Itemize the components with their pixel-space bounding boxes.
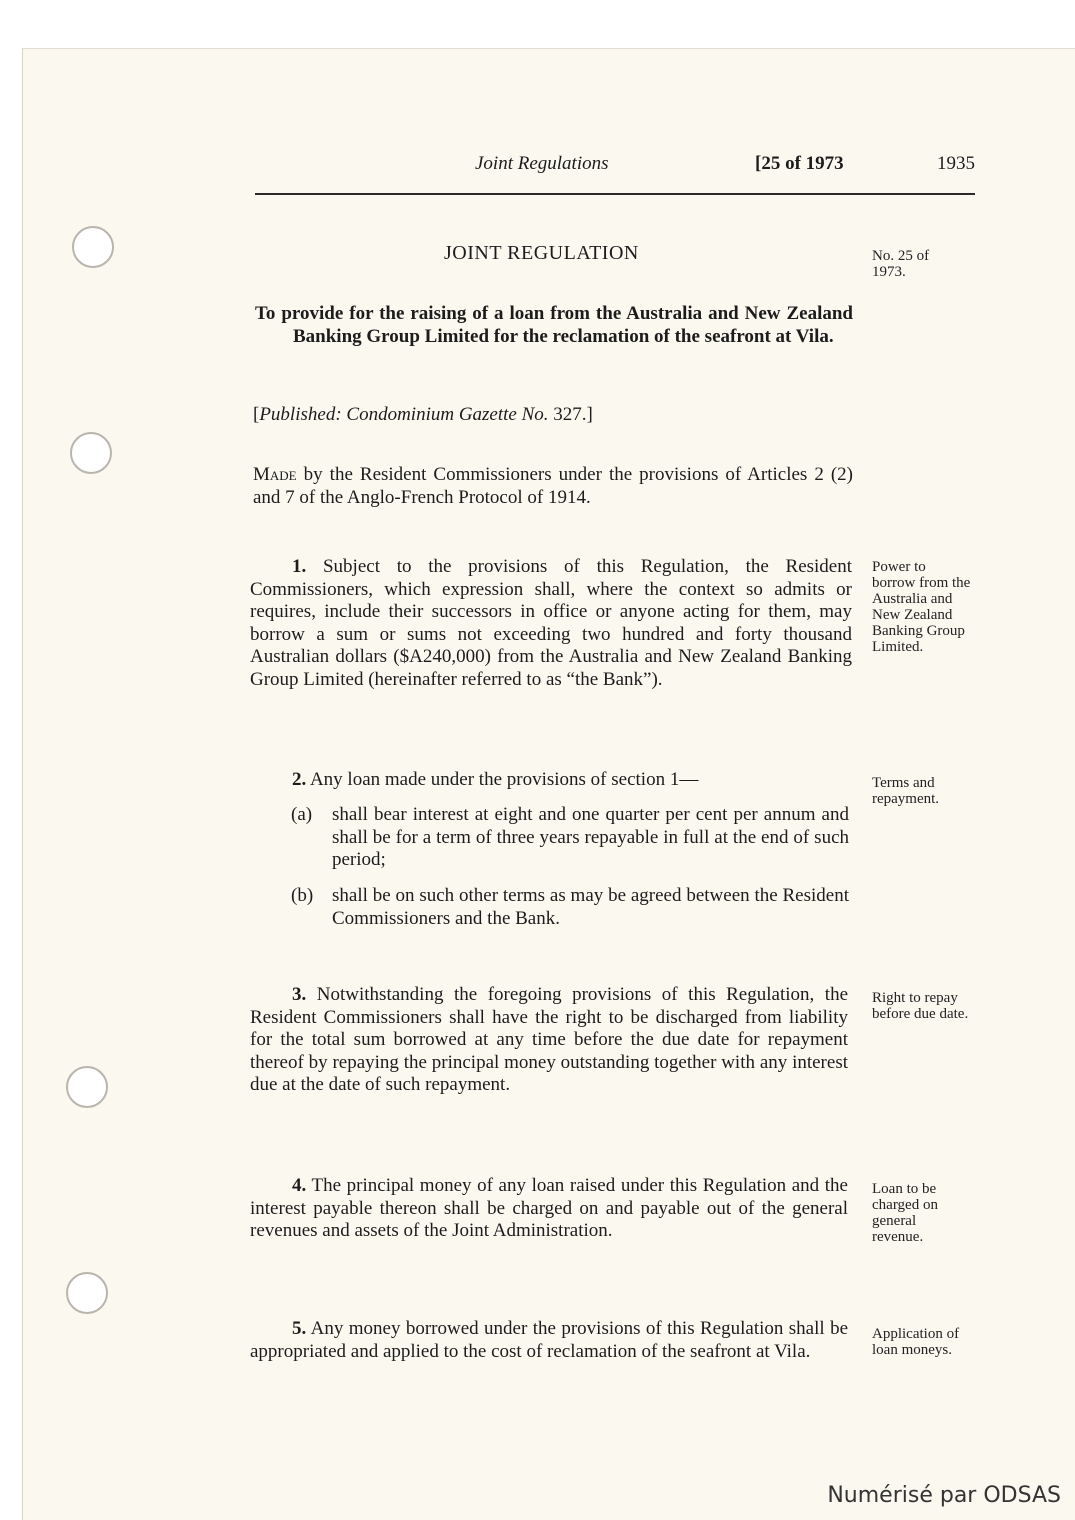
margin-note: Loan to be charged on general revenue. [872, 1181, 938, 1245]
page-title: JOINT REGULATION [444, 242, 639, 264]
section-3 [250, 984, 848, 1097]
margin-note: Application of loan moneys. [872, 1326, 960, 1358]
paragraph-text: shall bear interest at eight and one quarter per cent per annum and shall be for a term of three years repayable in full at the end of such period; [332, 804, 849, 871]
paragraph-b [291, 885, 851, 933]
enacting-formula [253, 464, 853, 509]
act-reference: [25 of 1973 [755, 153, 844, 174]
publication-number: 327.] [548, 404, 593, 425]
page-number: 1935 [937, 153, 975, 174]
punch-hole [66, 1066, 108, 1108]
margin-note: Right to repay before due date. [872, 990, 969, 1022]
regulation-number: No. 25 of 1973. [872, 248, 930, 280]
enacting-text: by the Resident Commissioners under the provisions of Articles 2 (2) and 7 of the Anglo-French Protocol of 1914. [253, 464, 853, 508]
running-title: Joint Regulations [475, 153, 609, 174]
section-text: Subject to the provisions of this Regulation, the Resident Commissioners, which expression shall, where the context so admits or requires, include their successors in office or anyone acting for them, may borrow a sum or sums not exceeding two hundred and forty thousand Australian dollars ($A240,000) from the Australia and New Zealand Banking Group Limited (hereinafter referred to as “the Bank”). [250, 556, 853, 690]
punch-hole [70, 432, 112, 474]
section-5 [250, 1318, 848, 1363]
paragraph-a [291, 804, 851, 874]
section-text: The principal money of any loan raised under this Regulation and the interest payable thereon shall be charged on and payable out of the general revenues and assets of the Joint Administration. [250, 1175, 848, 1242]
section-number: 1. [292, 556, 307, 577]
section-number: 2. [292, 769, 307, 790]
section-number: 5. [292, 1318, 307, 1339]
section-2 [250, 769, 850, 792]
margin-note: Power to borrow from the Australia and New Zealand Banking Group Limited. [872, 559, 971, 655]
publication-gazette: Published: Condominium Gazette No. [259, 404, 549, 425]
paragraph-label: (b) [291, 885, 314, 906]
margin-note: Terms and repayment. [872, 775, 940, 807]
digitization-credit: Numérisé par ODSAS [827, 1483, 1061, 1508]
section-number: 3. [292, 984, 307, 1005]
paragraph-label: (a) [291, 804, 313, 825]
header-rule [255, 193, 975, 195]
section-text: Any money borrowed under the provisions of this Regulation shall be appropriated and applied to the cost of reclamation of the seafront at Vila. [250, 1318, 849, 1362]
section-text: Notwithstanding the foregoing provisions of this Regulation, the Resident Commissioners shall have the right to be discharged from liability for the total sum borrowed at any time before the due date for repayment thereof by repaying the principal money outstanding together with any interest due at the date of such repayment. [250, 984, 849, 1096]
punch-hole [72, 226, 114, 268]
publication-bracket: [ [253, 404, 260, 425]
section-text: Any loan made under the provisions of section 1— [309, 769, 699, 790]
section-4 [250, 1175, 848, 1243]
section-1 [250, 556, 852, 692]
made-word: Made [253, 464, 297, 485]
paragraph-text: shall be on such other terms as may be agreed between the Resident Commissioners and the Bank. [332, 885, 849, 929]
long-title: To provide for the raising of a loan from the Australia and New Zealand Banking Group Limited for the reclamation of the seafront at Vila. [255, 303, 853, 347]
punch-hole [66, 1272, 108, 1314]
publication-note [253, 404, 853, 427]
section-number: 4. [292, 1175, 307, 1196]
